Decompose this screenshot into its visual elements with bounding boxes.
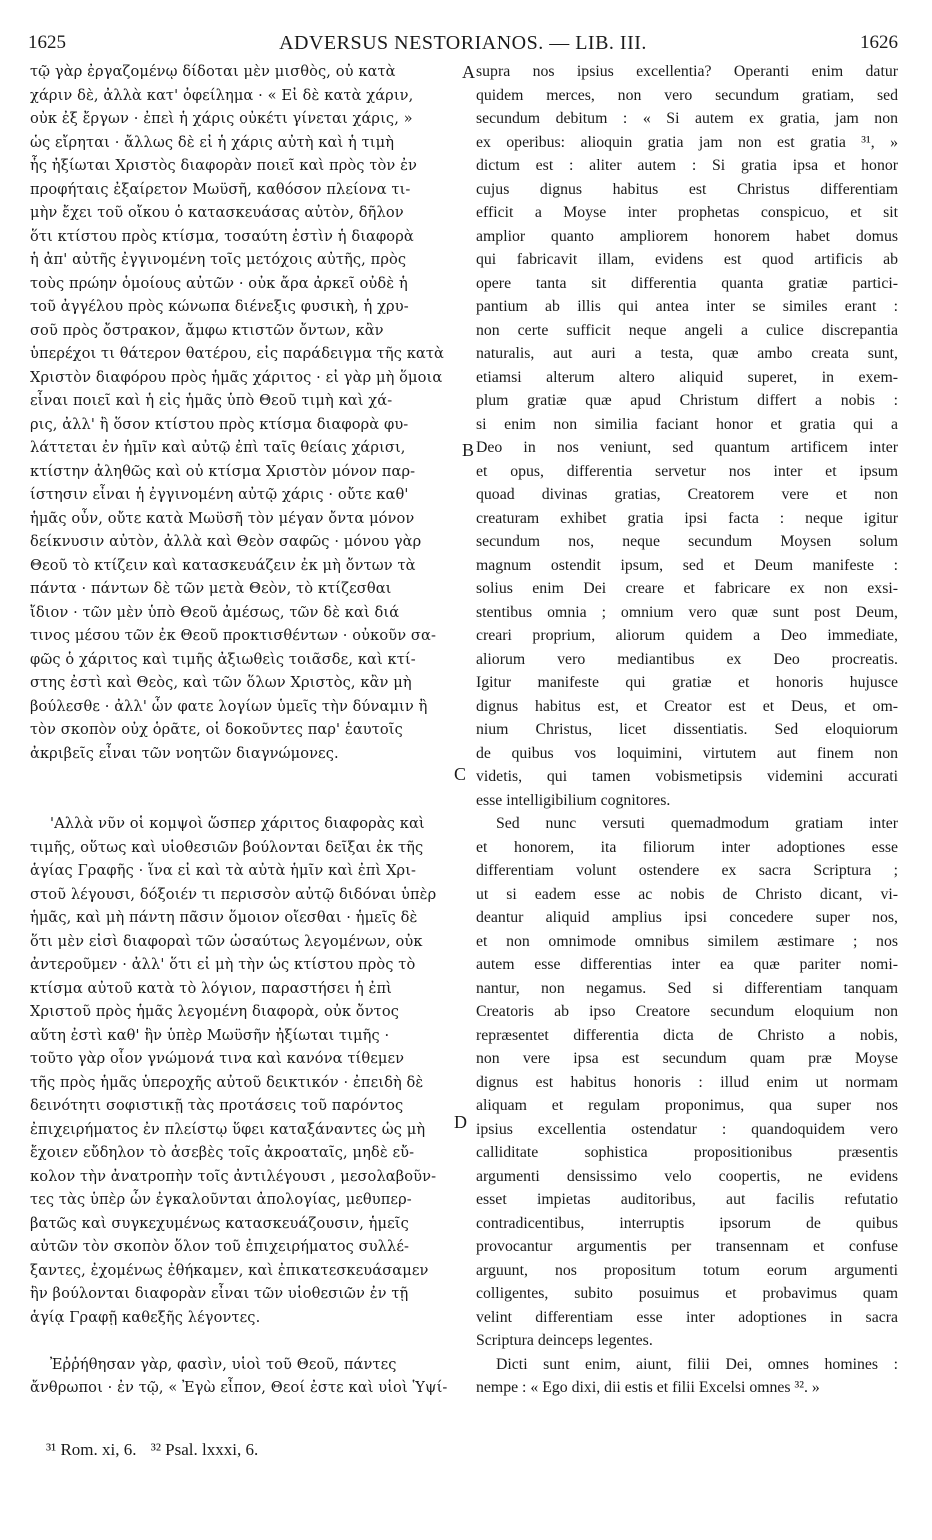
text-line: nantur, non negamus. Sed si differentiam tanquam: [476, 979, 898, 997]
text-line: στοῦ λέγουσι, δόξοιέν τι περισσὸν αὐτῷ διδόναι ὑπὲρ: [30, 885, 437, 903]
text-line: ὅτι κτίστου πρὸς κτίσμα, τοσαύτη ἐστὶν ἡ διαφορὰ: [30, 227, 414, 245]
text-line: efficit a Moyse inter prophetas conspicuo, et sit: [476, 204, 898, 221]
text-line: βούλεσθε · ἀλλ' ὧν φατε λογίων ὑμεῖς τὴν δύναμιν ἢ: [30, 697, 428, 715]
text-line: κολον τὴν ἀνατροπὴν τοῖς ἀντιλέγουσι , μεσολαβοῦν-: [30, 1167, 437, 1185]
text-line: ἄνθρωποι · ἐν τῷ, « Ἐγὼ εἶπον, Θεοί ἐστε καὶ υἱοὶ Ὑψί-: [30, 1379, 448, 1396]
text-line: λάττεται ἐν ἡμῖν καὶ αὐτῷ ἐπὶ ταῖς θείαις χάρισι,: [30, 439, 406, 456]
text-line: τοῦ ἀγγέλου πρὸς κώνωπα διένεξις φυσικὴ, ἡ χρυ-: [30, 298, 409, 315]
text-line: ρις, ἀλλ' ἢ ὅσον κτίστου πρὸς κτίσμα διαφορὰ φυ-: [30, 415, 409, 433]
text-line: contradicentibus, interruptis ipsorum de quibus: [476, 1214, 898, 1232]
text-line: solius enim Dei creare et fabricare ex non exsi-: [476, 580, 898, 597]
text-line: cujus dignus habitus est Christus differentiam: [476, 180, 898, 198]
text-line: magnum ostendit ipsum, sed et Deum manifeste :: [476, 556, 898, 574]
margin-letter-a: A: [462, 62, 475, 82]
text-line: αὕτη ἐστὶ καθ' ἣν ὑπὲρ Μωϋσῆν ἠξίωται τιμῆς ·: [30, 1026, 390, 1044]
text-line: ἡ ἀπ' αὐτῆς ἐγγινομένη τοῖς μετόχοις αὐτῆς, πρὸς: [30, 251, 407, 268]
text-line: secundum nos, neque secundum Moysen solum: [476, 533, 898, 550]
text-line: δεινότητι σοφιστικῇ τὰς προτάσεις τοῦ παρόντος: [30, 1097, 404, 1114]
text-line: et non omnimode omnibus similem æstimare ; nos: [476, 932, 898, 950]
latin-paragraph-3: [476, 1353, 898, 1400]
text-line: βατῶς καὶ συγκεχυμένως κατασκευάζουσιν, ἡμεῖς: [30, 1214, 409, 1232]
footnotes: [46, 1440, 268, 1460]
text-line: opere tanta sit differentia quanta gratiæ partici-: [476, 274, 898, 292]
greek-paragraph-2: [30, 812, 458, 1329]
text-line: calliditate sophistica propositionibus præsentis: [476, 1144, 898, 1161]
page-number-right: 1626: [860, 32, 898, 53]
text-line: aliorum vero mediantibus ex Deo procreatis.: [476, 650, 898, 668]
text-line: ὑπερέχοι τι θάτερον θατέρου, εἰς παράδειγμα τῆς κατὰ: [30, 345, 445, 362]
text-line: ἧς ἠξίωται Χριστὸς διαφορὰν ποιεῖ καὶ πρὸς τὸν ἐν: [30, 157, 417, 174]
running-title: ADVERSUS NESTORIANOS. — LIB. III.: [279, 32, 647, 54]
text-line: ξαντες, ἐχομένως ἐθήκαμεν, καὶ ἐπικατεσκευάσαμεν: [30, 1261, 429, 1279]
text-line: pantium ab illis qui antea inter se similes erant :: [476, 298, 898, 315]
text-line: Creatoris ab ipso Creatore secundum eloquium non: [476, 1003, 898, 1020]
text-line: quidem merces, non vero secundum gratiam, sed: [476, 86, 898, 104]
text-line: Χριστοῦ πρὸς ἡμᾶς λεγομένη διαφορὰ, οὐκ ὄντος: [30, 1003, 399, 1020]
text-line: ex operibus: alioquin gratia jam non est gratia ³¹, »: [476, 133, 898, 151]
text-line: τιμῆς, οὕτως καὶ υἱοθεσιῶν βούλονται δεῖξαι ἐκ τῆς: [30, 838, 424, 856]
page-number-left: 1625: [28, 32, 66, 53]
text-line: φῶς ὁ χάριτος καὶ τιμῆς ἀξιωθεὶς τοιᾶσδε, καὶ κτί-: [30, 650, 416, 668]
text-line: ἡμᾶς, καὶ μὴ πάντη πᾶσιν ὅμοιον οἴεσθαι · ἡμεῖς δὲ: [30, 909, 418, 926]
text-line: stentibus omnia ; omnium vero quæ sunt post Deum,: [476, 603, 898, 621]
text-line: secundum debitum : « Si autem ex gratia, jam non: [476, 110, 898, 127]
text-line: ipsius excellentia ostendatur : quandoquidem vero: [476, 1120, 898, 1138]
text-line: supra nos ipsius excellentia? Operanti enim datur: [476, 63, 898, 80]
text-line: Igitur manifeste qui gratiæ et honoris hujusce: [476, 674, 898, 691]
text-line: videtis, qui tamen vobismetipsis videmini accurati: [476, 768, 898, 785]
text-line: δείκνυσιν αὐτὸν, ἀλλὰ καὶ Θεὸν σαφῶς · μόνου γὰρ: [30, 533, 422, 550]
text-line: nempe : « Ego dixi, dii estis et filii Excelsi omnes ³². »: [476, 1379, 820, 1396]
text-line: ἔχοιεν εὔδηλον τὸ ἀσεβὲς τοῖς ἀκροαταῖς, μηδὲ εὔ-: [30, 1144, 415, 1161]
text-line: ἁγίᾳ Γραφῇ καθεξῆς λέγοντες.: [30, 1308, 261, 1326]
text-line: τῆς πρὸς ἡμᾶς ὑπεροχῆς αὐτοῦ δεικτικόν · ἐπειδὴ δὲ: [30, 1073, 424, 1091]
margin-letter-d: D: [454, 1112, 467, 1132]
text-line: οὐκ ἐξ ἔργων · ἐπεὶ ἡ χάρις οὐκέτι γίνεται χάρις, »: [30, 110, 413, 127]
text-line: ὡς εἴρηται · ἄλλως δὲ εἰ ἡ χάρις αὐτὴ καὶ ἡ τιμὴ: [30, 133, 395, 151]
text-line: dignus est habitus honoris : illud enim ut normam: [476, 1073, 898, 1091]
text-line: argumenti densissimo velo coopertis, ne evidens: [476, 1167, 898, 1185]
margin-letter-c: C: [454, 764, 467, 784]
text-line: κτίστην ἀληθῶς καὶ οὐ κτίσμα Χριστὸν μόνον παρ-: [30, 462, 416, 480]
text-line: ἐπιχειρήματος ἐν πλείστῳ ὕφει καταξάναντες ὡς μὴ: [30, 1120, 426, 1138]
text-line: differentiam volunt ostendere ex sacra Scriptura ;: [476, 862, 898, 879]
greek-column: [30, 60, 458, 1400]
text-line: τες τὰς ὑπὲρ ὧν ἐγκαλοῦνται ἀπολογίας, μεθυπερ-: [30, 1191, 412, 1208]
footnote-32: ³² Psal. lxxxi, 6.: [150, 1440, 259, 1459]
text-line: etiamsi alterum altero aliquid superet, in exem-: [476, 368, 898, 386]
text-line: esset impietas auditoribus, aut facilis refutatio: [476, 1191, 898, 1208]
text-line: ίστησιν εἶναι ἡ ἐγγινομένη αὐτῷ χάρις · οὔτε καθ': [30, 486, 409, 503]
text-line: amplior quanto ampliorem honorem habet domus: [476, 227, 898, 245]
text-line: ἣν βούλονται διαφορὰν εἶναι τῶν υἱοθεσιῶν ἐν τῇ: [30, 1285, 409, 1302]
text-line: προφήταις ἐξαίρετον Μωϋσῆ, καθόσον πλείονα τι-: [30, 180, 411, 198]
text-line: Θεοῦ τὸ κτίζειν καὶ κατασκευάζειν ἐκ μὴ ὄντων τὰ: [30, 556, 416, 574]
text-line: τινος μέσου τῶν ἐκ Θεοῦ προκτισθέντων · οὐκοῦν σα-: [30, 627, 436, 644]
latin-paragraph-1: [476, 60, 898, 812]
text-line: ἀντεροῦμεν · ἀλλ' ὅτι εἰ μὴ τὴν ὡς κτίστου πρὸς τὸ: [30, 956, 416, 973]
text-line: esse intelligibilium cognitores.: [476, 791, 671, 809]
text-line: αὐτῶν τὸν σκοπὸν ὅλον τοῦ ἐπιχειρήματος συλλέ-: [30, 1238, 410, 1255]
text-line: de quibus vos loquimini, virtutem aut finem non: [476, 744, 898, 762]
text-line: aliquam et regulam proponimus, qua super nos: [476, 1097, 898, 1114]
text-line: ἡμᾶς οὖν, οὔτε κατὰ Μωϋσῆ τὸν μέγαν ὄντα μόνον: [30, 509, 415, 527]
text-line: velint differentiam esse inter adoptiones in sacra: [476, 1308, 898, 1326]
greek-paragraph-3: [30, 1353, 458, 1400]
text-line: autem esse differentias inter ea quæ pariter nomi-: [476, 956, 898, 973]
text-line: dictum est : aliter autem : Si gratia ipsa et honor: [476, 157, 898, 174]
text-line: Dicti sunt enim, aiunt, filii Dei, omnes homines :: [496, 1355, 898, 1373]
text-line: 'Αλλὰ νῦν οἱ κομψοὶ ὥσπερ χάριτος διαφορὰς καὶ: [50, 815, 425, 832]
text-line: deantur aliquid amplius ipsi concedere super nos,: [476, 909, 898, 926]
text-line: naturalis, aut auri a testa, quæ ambo creata sunt,: [476, 345, 898, 362]
text-line: colligentes, subito posuimus et probavimus quam: [476, 1285, 898, 1302]
text-line: ἴδιον · τῶν μὲν ὑπὸ Θεοῦ ἀμέσως, τῶν δὲ καὶ διά: [30, 603, 400, 621]
footnote-31: ³¹ Rom. xi, 6.: [46, 1440, 137, 1459]
text-line: στης ἐστὶ καὶ Θεὸς, καὶ τῶν ὅλων Χριστὸς, κἂν μὴ: [30, 674, 412, 691]
text-line: Sed nunc versuti quemadmodum gratiam inter: [496, 815, 898, 832]
text-line: creaturam exhibet gratia ipsi facta : neque igitur: [476, 509, 898, 527]
text-line: ἁγίας Γραφῆς · ἵνα εἰ καὶ τὰ αὐτὰ ἡμῖν καὶ ἐπὶ Χρι-: [30, 862, 417, 879]
text-line: non vere ipsa est secundum quam præ Moyse: [476, 1050, 898, 1067]
greek-paragraph-1: [30, 60, 458, 765]
text-line: et opus, differentia servetur nos inter et ipsum: [476, 462, 898, 480]
text-line: quoad divinas gratias, Creatorem vere et non: [476, 486, 898, 503]
text-line: et honorem, ita filiorum inter adoptiones esse: [476, 838, 898, 856]
text-line: Χριστὸν διαφόρου πρὸς ἡμᾶς χάριτος · εἰ γὰρ μὴ ὅμοια: [30, 368, 443, 386]
text-line: ut si eadem esse ac nobis de Christo dicant, vi-: [476, 885, 898, 903]
text-line: non certe sufficit neque angeli a culice discrepantia: [476, 321, 898, 339]
text-line: qui fabricavit illam, evidens est quod artificis ab: [476, 251, 898, 268]
margin-letter-b: B: [462, 440, 475, 460]
text-line: provocantur argumentis per transennam et confuse: [476, 1238, 898, 1255]
latin-column: [476, 60, 898, 1400]
text-line: nium Christus, licet dissentiatis. Sed eloquiorum: [476, 721, 898, 738]
text-line: creari proprium, aliorum quidem a Deo immediate,: [476, 627, 898, 644]
page-header: [28, 32, 898, 58]
text-line: τῷ γὰρ ἐργαζομένῳ δίδοται μὲν μισθὸς, οὐ κατὰ: [30, 63, 396, 80]
text-line: τοὺς πρώην ὁμοίους αὐτῶν · οὐκ ἄρα ἀρκεῖ οὐδὲ ἡ: [30, 274, 408, 292]
text-line: repræsentet differentia dicta de Christo a nobis,: [476, 1026, 898, 1044]
text-line: τοῦτο γὰρ οἷον γνώμονά τινα καὶ κανόνα τίθεμεν: [30, 1050, 405, 1067]
text-line: Deo in nos veniunt, sed quantum artificem inter: [476, 439, 898, 456]
text-line: ἀκριβεῖς εἶναι τῶν νοητῶν διαγνώμονες.: [30, 744, 339, 762]
text-line: πάντα · πάντων δὲ τῶν μετὰ Θεὸν, τὸ κτίζεσθαι: [30, 580, 392, 597]
text-line: ὅτι μὲν εἰσὶ διαφοραὶ τῶν ὡσαύτως λεγομένων, οὐκ: [30, 932, 423, 950]
text-line: σοῦ πρὸς ὄστρακον, ἄμφω κτιστῶν ὄντων, κἂν: [30, 321, 384, 339]
text-line: Ἐῤῥήθησαν γὰρ, φασὶν, υἱοὶ τοῦ Θεοῦ, πάντες: [50, 1355, 397, 1373]
text-line: μὴν ἔχει τοῦ οἴκου ὁ κατασκευάσας αὐτὸν, δῆλον: [30, 204, 404, 221]
text-line: si enim non similia faciant honor et gratia qui a: [476, 415, 898, 433]
text-line: plum gratiæ quæ apud Christum differt a nobis :: [476, 392, 898, 409]
text-line: Scriptura deinceps legentes.: [476, 1332, 653, 1349]
text-line: dignus habitus est, et Creator est et Deus, et om-: [476, 697, 898, 715]
text-line: arguunt, nos propositum totum eorum argumenti: [476, 1261, 898, 1279]
text-line: κτίσμα αὐτοῦ κατὰ τὸ λόγιον, παραστήσει ἡ ἐπὶ: [30, 979, 392, 997]
text-line: τὸν σκοπὸν οὐχ ὁρᾶτε, οἱ δοκοῦντες παρ' ἑαυτοῖς: [30, 721, 403, 738]
text-line: εἶναι ποιεῖ καὶ ἡ εἰς ἡμᾶς ὑπὸ Θεοῦ τιμὴ καὶ χά-: [30, 392, 393, 409]
text-line: χάριν δὲ, ἀλλὰ κατ' ὀφείλημα · « Εἰ δὲ κατὰ χάριν,: [30, 86, 414, 104]
latin-paragraph-2: [476, 812, 898, 1353]
